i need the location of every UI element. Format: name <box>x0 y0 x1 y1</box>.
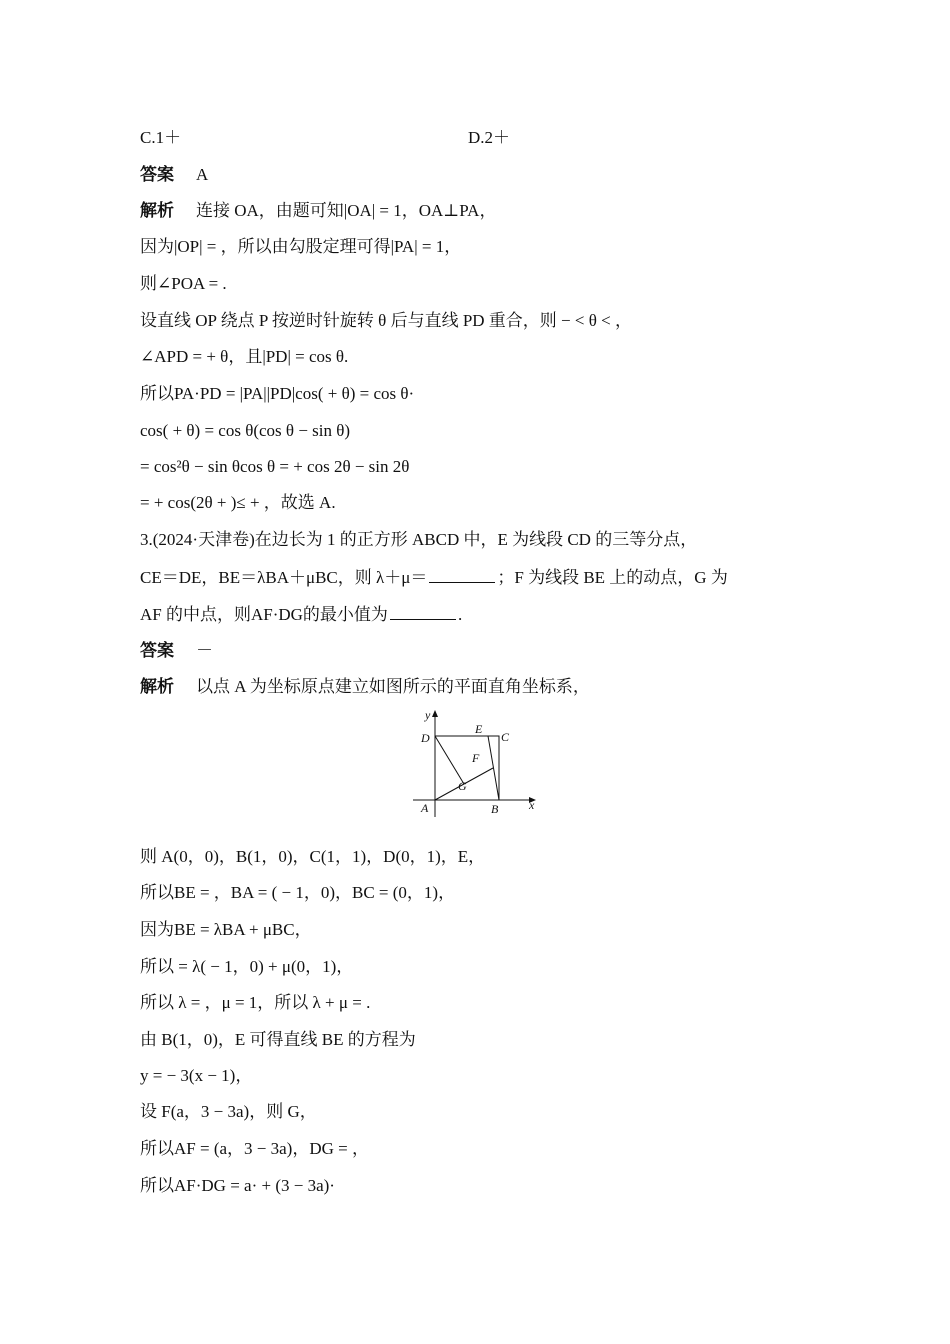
analysis-line: 则∠POA = . <box>140 274 227 293</box>
analysis-line: 以点 A 为坐标原点建立如图所示的平面直角坐标系， <box>196 677 590 696</box>
q3-answer-row <box>140 640 213 662</box>
analysis-line: 设 F(a，3 − 3a)，则 G， <box>140 1102 317 1121</box>
y-axis-arrow <box>432 710 438 717</box>
q3-analysis-row <box>140 676 590 698</box>
label-b: B <box>491 802 499 816</box>
analysis-line: ∠APD = + θ，且|PD| = cos θ. <box>140 347 349 366</box>
coordinate-figure <box>408 705 548 823</box>
label-x: x <box>529 798 535 812</box>
stem-text: ；F 为线段 BE 上的动点，G 为 <box>497 568 728 587</box>
label-d: D <box>421 731 430 745</box>
label-y: y <box>425 708 431 722</box>
q3-stem-line-3 <box>140 603 462 626</box>
analysis-label: 解析 <box>140 201 174 220</box>
label-f: F <box>472 751 480 765</box>
stem-text: CE＝DE，BE＝λBA＋μBC，则 λ＋μ＝ <box>140 568 428 587</box>
q2-answer-row <box>140 164 208 186</box>
analysis-line: cos( + θ) = cos θ(cos θ − sin θ) <box>140 421 351 440</box>
label-g: G <box>458 779 467 793</box>
analysis-line: y = − 3(x − 1)， <box>140 1066 253 1085</box>
option-c: C.1＋ <box>140 128 182 147</box>
q2-analysis-row <box>140 200 496 222</box>
analysis-label: 解析 <box>140 677 174 696</box>
analysis-line: 则 A(0，0)，B(1，0)，C(1，1)，D(0，1)，E， <box>140 847 486 866</box>
answer-value: － <box>196 641 213 660</box>
label-e: E <box>475 722 483 736</box>
analysis-line: = cos²θ − sin θcos θ = + cos 2θ − sin 2θ <box>140 457 410 476</box>
analysis-line: 由 B(1，0)，E 可得直线 BE 的方程为 <box>140 1030 416 1049</box>
answer-blank <box>429 566 495 583</box>
answer-value: A <box>196 165 209 184</box>
answer-label: 答案 <box>140 641 174 660</box>
label-c: C <box>501 730 510 744</box>
analysis-line: 所以BE = ，BA = ( − 1，0)，BC = (0，1)， <box>140 883 456 902</box>
option-d: D.2＋ <box>468 128 511 147</box>
analysis-line: 因为|OP| = ，所以由勾股定理可得|PA| = 1， <box>140 237 462 256</box>
segment-be <box>488 736 499 800</box>
analysis-line: 因为BE = λBA + μBC， <box>140 920 312 939</box>
analysis-line: 所以 = λ( − 1，0) + μ(0，1)， <box>140 957 354 976</box>
analysis-line: 所以AF = (a，3 − 3a)，DG = ， <box>140 1139 369 1158</box>
stem-text: . <box>457 605 463 624</box>
stem-text: AF 的中点，则AF·DG的最小值为 <box>140 605 388 624</box>
analysis-line: 所以AF·DG = a· + (3 − 3a)· <box>140 1176 335 1195</box>
answer-blank <box>390 603 456 620</box>
q3-stem-line-2 <box>140 566 728 589</box>
analysis-line: 连接 OA，由题可知|OA| = 1，OA⊥PA， <box>196 201 497 220</box>
answer-label: 答案 <box>140 165 174 184</box>
analysis-line: 所以PA·PD = |PA||PD|cos( + θ) = cos θ· <box>140 384 415 403</box>
analysis-line: 所以 λ = ，μ = 1，所以 λ + μ = . <box>140 993 371 1012</box>
segment-dg <box>435 736 464 784</box>
analysis-line: = + cos(2θ + )≤ + ，故选 A. <box>140 493 336 512</box>
analysis-line: 设直线 OP 绕点 P 按逆时针旋转 θ 后与直线 PD 重合，则 − < θ < ， <box>140 311 632 330</box>
q3-stem-line-1: 3.(2024·天津卷)在边长为 1 的正方形 ABCD 中，E 为线段 CD 的三等分点， <box>140 530 698 549</box>
label-a: A <box>421 801 429 815</box>
